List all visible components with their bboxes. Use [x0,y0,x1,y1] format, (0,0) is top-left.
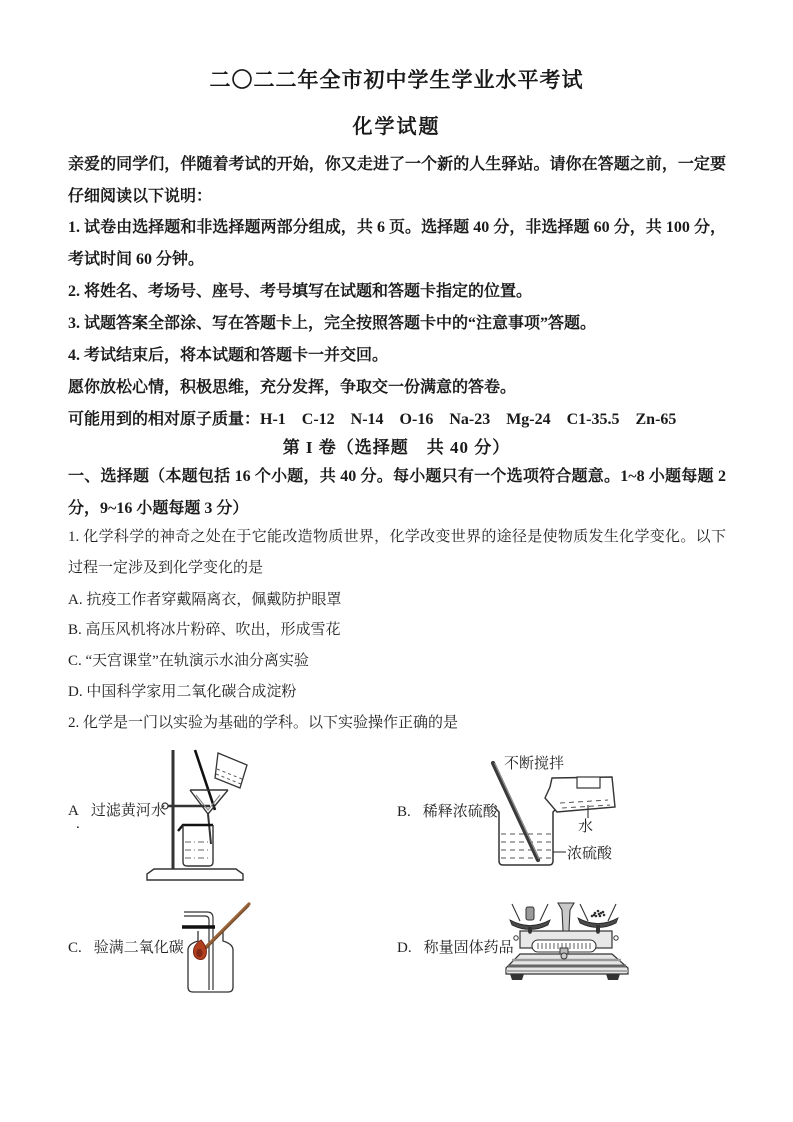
balance-figure [500,898,635,993]
filtration-figure [138,738,260,890]
question-1-option-b: B. 高压风机将冰片粉碎、吹出，形成雪花 [68,622,341,638]
question-1-option-c: C. “天宫课堂”在轨演示水油分离实验 [68,653,309,669]
balance-diagram [500,898,635,993]
co2-test-diagram [182,898,260,1018]
figure-b-text: 稀释浓硫酸 [422,804,498,820]
preface-note-3: 3. 试题答案全部涂、写在答题卡上，完全按照答题卡中的“注意事项”答题。 [68,315,597,332]
question-1-stem: 1. 化学科学的神奇之处在于它能改造物质世界，化学改变世界的途径是使物质发生化学变化。以下过程一定涉及到化学变化的是 [68,529,726,576]
question-1-option-d: D. 中国科学家用二氧化碳合成淀粉 [68,684,297,700]
dilution-diagram [480,748,645,873]
page-subtitle: 化学试题 [352,116,441,138]
figure-c-caption [68,936,184,957]
section1-directions: 一、选择题（本题包括 16 个小题，共 40 分。每小题只有一个选项符合题意。1~8 小题每题 2 分，9~16 小题每题 3 分） [68,468,726,517]
figure-c-text: 验满二氧化碳 [93,940,184,956]
figure-a-text: 过滤黄河水 [90,803,166,819]
section1-header: 第 I 卷（选择题 共 40 分） [282,438,511,457]
acid-annotation: 浓硫酸 [567,846,613,862]
filtration-diagram [138,738,260,890]
figure-b-letter: B. [397,804,411,820]
atomic-masses-line: 可能用到的相对原子质量：H-1 C-12 N-14 O-16 Na-23 Mg-24 C1-35.5 Zn-65 [68,411,677,428]
page-title: 二〇二二年全市初中学生学业水平考试 [209,68,584,92]
figure-d-text: 称量固体药品 [423,940,514,956]
preface-note-4: 4. 考试结束后，将本试题和答题卡一并交回。 [68,347,389,364]
stirring-annotation: 不断搅拌 [504,756,565,772]
preface-wish: 愿你放松心情，积极思维，充分发挥，争取交一份满意的答卷。 [68,379,517,396]
question-2-stem: 2. 化学是一门以实验为基础的学科。以下实验操作正确的是 [68,715,459,731]
preface-intro: 亲爱的同学们，伴随着考试的开始，你又走进了一个新的人生驿站。请你在答题之前，一定要仔细阅读以下说明： [68,156,726,205]
preface-note-1: 1. 试卷由选择题和非选择题两部分组成，共 6 页。选择题 40 分，非选择题 60 分，共 100 分，考试时间 60 分钟。 [68,219,726,268]
co2-test-figure [182,898,260,1018]
dilution-figure [480,748,645,873]
water-annotation: 水 [578,819,594,835]
figure-d-caption [397,936,514,957]
stray-mark: . [76,816,80,832]
figure-c-letter: C. [68,940,82,956]
figure-d-letter: D. [397,940,412,956]
preface-note-2: 2. 将姓名、考场号、座号、考号填写在试题和答题卡指定的位置。 [68,283,533,300]
question-1-option-a: A. 抗疫工作者穿戴隔离衣，佩戴防护眼罩 [68,592,342,608]
figure-a-letter: A [68,803,79,819]
